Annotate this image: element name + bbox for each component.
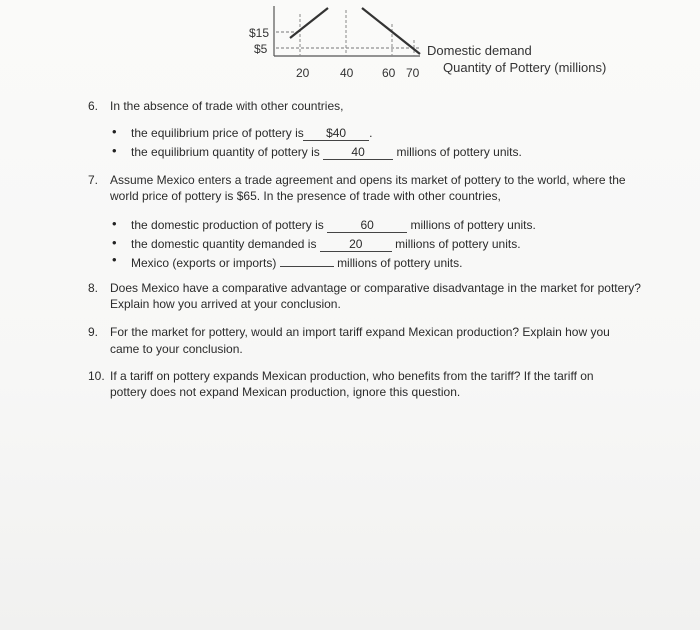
question-9 xyxy=(88,324,610,340)
question-8 xyxy=(88,280,641,296)
question-8-line2: Explain how you arrived at your conclusion. xyxy=(110,297,341,311)
answer-blank[interactable]: $40 xyxy=(303,127,369,141)
question-number: 8. xyxy=(88,281,99,295)
bullet-text: the equilibrium price of pottery is xyxy=(131,126,304,140)
bullet-dot: • xyxy=(112,124,117,139)
question-10 xyxy=(88,368,594,384)
question-text-line1: Assume Mexico enters a trade agreement and opens its market of pottery to the world, where the xyxy=(110,173,626,187)
bullet-suffix: millions of pottery units. xyxy=(396,145,522,159)
bullet-dot: • xyxy=(112,252,117,267)
supply-demand-graph xyxy=(0,0,700,90)
question-7 xyxy=(88,172,626,188)
question-number: 9. xyxy=(88,325,99,339)
answer-blank[interactable]: 20 xyxy=(320,238,392,252)
question-9-line2: came to your conclusion. xyxy=(110,342,243,356)
question-text-line1: If a tariff on pottery expands Mexican production, who benefits from the tariff? If the tariff on xyxy=(110,369,594,383)
question-7-line2: world price of pottery is $65. In the presence of trade with other countries, xyxy=(110,189,501,203)
qty-tick-40: 40 xyxy=(340,66,354,80)
bullet-dot: • xyxy=(112,216,117,231)
bullet-dot: • xyxy=(112,143,117,158)
question-number: 7. xyxy=(88,173,99,187)
question-6 xyxy=(88,98,343,114)
q7-bullet-trade xyxy=(131,253,462,271)
qty-tick-20: 20 xyxy=(296,66,310,80)
answer-blank[interactable]: 40 xyxy=(323,146,393,160)
bullet-text: the domestic production of pottery is xyxy=(131,218,324,232)
bullet-suffix: . xyxy=(369,126,373,140)
demand-curve xyxy=(362,8,420,54)
bullet-text: the equilibrium quantity of pottery is xyxy=(131,145,320,159)
bullet-text: the domestic quantity demanded is xyxy=(131,237,317,251)
demand-curve-label: Domestic demand xyxy=(427,43,532,58)
quantity-axis-label: Quantity of Pottery (millions) xyxy=(443,60,607,75)
bullet-text: Mexico (exports or imports) xyxy=(131,256,277,270)
qty-tick-70: 70 xyxy=(406,66,420,80)
price-label-15: $15 xyxy=(249,26,270,40)
question-text: In the absence of trade with other countries, xyxy=(110,99,344,113)
question-text-line1: Does Mexico have a comparative advantage or comparative disadvantage in the market for pottery? xyxy=(110,281,641,295)
answer-blank[interactable] xyxy=(280,253,334,267)
q6-bullet-quantity xyxy=(131,144,522,160)
q7-bullet-production xyxy=(131,217,536,233)
answer-blank[interactable]: 60 xyxy=(327,219,407,233)
bullet-suffix: millions of pottery units. xyxy=(337,256,463,270)
bullet-suffix: millions of pottery units. xyxy=(395,237,521,251)
bullet-dot: • xyxy=(112,235,117,250)
question-number: 10. xyxy=(88,369,105,383)
bullet-suffix: millions of pottery units. xyxy=(410,218,536,232)
question-number: 6. xyxy=(88,99,99,113)
price-label-5: $5 xyxy=(254,42,268,56)
question-text-line1: For the market for pottery, would an import tariff expand Mexican production? Explain how you xyxy=(110,325,610,339)
qty-tick-60: 60 xyxy=(382,66,396,80)
q6-bullet-price xyxy=(131,125,372,141)
q7-bullet-demanded xyxy=(131,236,521,252)
supply-curve xyxy=(290,8,328,38)
question-10-line2: pottery does not expand Mexican production, ignore this question. xyxy=(110,385,461,399)
